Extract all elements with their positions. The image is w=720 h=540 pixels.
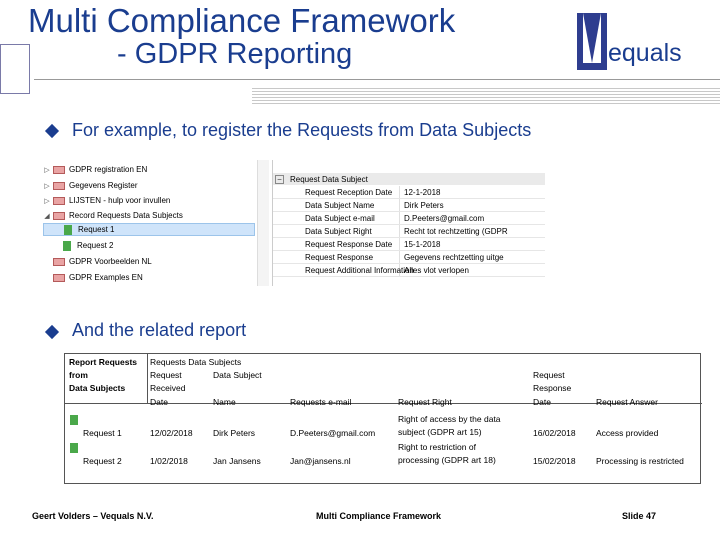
- bullet-icon: [45, 325, 59, 339]
- report-row-email: D.Peeters@gmail.com: [290, 428, 376, 438]
- folder-icon: [53, 274, 65, 282]
- report-row-right: Right to restriction of: [398, 442, 476, 452]
- pane-splitter[interactable]: [257, 160, 269, 286]
- property-key: Data Subject e-mail: [273, 212, 400, 224]
- column-header-response: Request: [533, 370, 565, 380]
- collapse-icon[interactable]: −: [275, 175, 284, 184]
- property-value[interactable]: Recht tot rechtzetting (GDPR: [404, 226, 508, 236]
- column-header-right: Request Right: [398, 397, 452, 407]
- report-row-response-date: 16/02/2018: [533, 428, 576, 438]
- tree-item-label: Request 2: [77, 241, 114, 250]
- report-title-line: Report Requests: [69, 357, 138, 367]
- report-group-header: Requests Data Subjects: [150, 357, 242, 367]
- column-header-subject: Name: [213, 397, 236, 407]
- tree-item[interactable]: [43, 271, 143, 284]
- column-header-subject: Data Subject: [213, 370, 262, 380]
- property-value[interactable]: Dirk Peters: [404, 200, 444, 210]
- expand-arrow-icon[interactable]: ▷: [44, 166, 50, 174]
- report-title-line: from: [69, 370, 88, 380]
- navigator-tree: [43, 160, 255, 286]
- footer-title: Multi Compliance Framework: [316, 511, 442, 521]
- report-row-subject: Dirk Peters: [213, 428, 256, 438]
- collapse-arrow-icon[interactable]: ◢: [44, 212, 50, 220]
- property-key: Request Response Date: [273, 238, 400, 250]
- property-row: [273, 238, 545, 251]
- property-row: [273, 225, 545, 238]
- tree-item-label: Gegevens Register: [69, 181, 138, 190]
- left-accent-box: [0, 44, 30, 94]
- report-row-name[interactable]: Request 1: [83, 428, 122, 438]
- property-key: Data Subject Name: [273, 199, 400, 211]
- navigator-screenshot: [43, 160, 544, 286]
- report-row-name[interactable]: Request 2: [83, 456, 122, 466]
- decorative-stripes: [252, 88, 720, 104]
- expand-arrow-icon[interactable]: ▷: [44, 182, 50, 190]
- tree-item-label: GDPR Voorbeelden NL: [69, 257, 152, 266]
- bullet-text-1: For example, to register the Requests from Data Subjects: [72, 120, 532, 140]
- property-group-header[interactable]: [273, 173, 545, 185]
- property-key: Request Response: [273, 251, 400, 263]
- tree-item[interactable]: [43, 255, 152, 268]
- document-icon: [70, 415, 78, 425]
- tree-item[interactable]: [43, 179, 137, 192]
- tree-item-label: GDPR registration EN: [69, 165, 148, 174]
- report-row-right: processing (GDPR art 18): [398, 455, 496, 465]
- document-icon: [64, 225, 72, 235]
- tree-item-request-2[interactable]: [43, 239, 113, 252]
- logo-v-mark: [577, 13, 607, 70]
- column-header-response: Date: [533, 397, 551, 407]
- tree-item-label: Request 1: [78, 225, 115, 234]
- tree-item[interactable]: [43, 209, 183, 222]
- report-row-right: subject (GDPR art 15): [398, 427, 482, 437]
- tree-item[interactable]: [43, 163, 147, 176]
- property-value[interactable]: 12-1-2018: [404, 187, 441, 197]
- property-row: [273, 251, 545, 264]
- properties-grid: [272, 160, 544, 286]
- property-row: [273, 199, 545, 212]
- bullet-icon: [45, 124, 59, 138]
- tree-item-label: Record Requests Data Subjects: [69, 211, 183, 220]
- column-header-answer: Request Answer: [596, 397, 658, 407]
- footer-author: Geert Volders – Vequals N.V.: [32, 511, 154, 521]
- column-header-email: Requests e-mail: [290, 397, 352, 407]
- property-key: Data Subject Right: [273, 225, 400, 237]
- tree-item-label: LIJSTEN - hulp voor invullen: [69, 196, 171, 205]
- folder-icon: [53, 258, 65, 266]
- property-value[interactable]: D.Peeters@gmail.com: [404, 213, 485, 223]
- property-value[interactable]: Gegevens rechtzetting uitge: [404, 252, 504, 262]
- slide-title: Multi Compliance Framework: [28, 2, 456, 39]
- report-title-line: Data Subjects: [69, 383, 126, 393]
- folder-icon: [53, 182, 65, 190]
- logo-text: equals: [608, 39, 682, 67]
- folder-icon: [53, 197, 65, 205]
- expand-arrow-icon[interactable]: ▷: [44, 197, 50, 205]
- property-key: Request Additional Information: [273, 264, 400, 276]
- report-table: [64, 353, 701, 484]
- folder-icon: [53, 212, 65, 220]
- property-row: [273, 264, 545, 277]
- property-key: Request Reception Date: [273, 186, 400, 198]
- report-row-date: 12/02/2018: [150, 428, 193, 438]
- column-header-response: Response: [533, 383, 572, 393]
- report-row-date: 1/02/2018: [150, 456, 188, 466]
- column-header-received: Date: [150, 397, 168, 407]
- footer-slide-number: Slide 47: [622, 511, 657, 521]
- document-icon: [70, 443, 78, 453]
- column-divider: [147, 354, 148, 403]
- vequals-logo: [577, 13, 717, 73]
- property-row: [273, 212, 545, 225]
- title-divider: [34, 79, 720, 80]
- document-icon: [63, 241, 71, 251]
- report-row-email: Jan@jansens.nl: [290, 456, 351, 466]
- tree-item[interactable]: [43, 194, 170, 207]
- tree-item-label: GDPR Examples EN: [69, 273, 143, 282]
- property-row: [273, 186, 545, 199]
- tree-item-request-1[interactable]: [43, 223, 255, 236]
- column-header-received: Request: [150, 370, 182, 380]
- column-header-received: Received: [150, 383, 186, 393]
- folder-icon: [53, 166, 65, 174]
- report-row-right: Right of access by the data: [398, 414, 501, 424]
- report-row-answer: Processing is restricted: [596, 456, 684, 466]
- report-row-response-date: 15/02/2018: [533, 456, 576, 466]
- property-value[interactable]: 15-1-2018: [404, 239, 441, 249]
- property-group-label: Request Data Subject: [290, 174, 368, 184]
- report-row-answer: Access provided: [596, 428, 659, 438]
- report-row-subject: Jan Jansens: [213, 456, 261, 466]
- slide-subtitle: - GDPR Reporting: [117, 38, 353, 70]
- property-value[interactable]: Alles vlot verlopen: [404, 265, 469, 275]
- bullet-text-2: And the related report: [72, 320, 247, 340]
